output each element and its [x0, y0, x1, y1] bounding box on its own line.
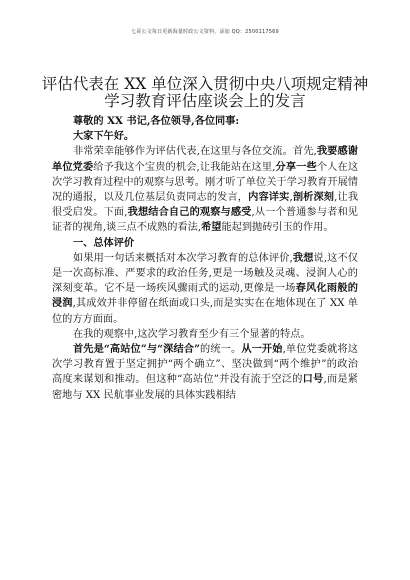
emphasis-run: 内容详实 [248, 191, 290, 204]
section-heading-1: 一、总体评价 [73, 236, 135, 249]
emphasis-run: 我要感谢单位党委 [52, 145, 358, 173]
document-body [52, 114, 358, 403]
emphasis-run: 剖析深刻 [292, 191, 335, 204]
emphasis-run: 我想结合自己的观察与感受 [127, 206, 252, 219]
paragraph-intro [52, 144, 358, 235]
text-run: ,单位党委就将这次学习教育置于坚定拥护“两个确立”、坚决做到“两个维护”的政治高度来谋划和推动。但这种“高站位”并没有流于空泛的 [52, 344, 358, 386]
text-run: , [289, 192, 293, 204]
text-run: 非常荣幸能够作为评估代表,在这里与各位交流。首先, [73, 146, 317, 158]
emphasis-run: 从一开始 [241, 343, 283, 356]
text-run: 的统一。 [199, 344, 242, 356]
paragraph-three-features: 在我的观察中,这次学习教育至少有三个显著的特点。 [73, 328, 311, 340]
paragraph-first-feature [52, 342, 358, 403]
text-run: 如果用一句话来概括对本次学习教育的总体评价, [73, 252, 293, 264]
emphasis-run: 希望 [201, 221, 222, 234]
salutation-line-2: 大家下午好。 [73, 130, 135, 143]
text-run: ,从一个普通参与者和见证者的视角,谈三点不成熟的看法, [52, 207, 358, 234]
emphasis-run: 分享一些 [275, 160, 317, 173]
emphasis-run: 春风化雨般的浸润 [52, 282, 358, 310]
header-note: 七哥公文每日更新海量时政公文资料，添加 QQ：2500117569 [131, 29, 279, 35]
text-run: ,其成效并非停留在纸面或口头,而是实实在在地体现在了 XX 单位的方方面面。 [52, 298, 358, 325]
text-run: 能起到抛砖引玉的作用。 [221, 222, 334, 234]
text-run: ,让我很受启发。下面, [52, 192, 359, 219]
emphasis-run: 口号 [302, 373, 324, 386]
salutation-line-1: 尊敬的 XX 书记,各位领导,各位同事: [73, 115, 240, 127]
emphasis-run: 我想 [292, 251, 314, 264]
text-run: 给予我这个宝贵的机会,让我能站在这里, [93, 161, 276, 173]
text-run: 个人在这次学习教育过程中的观察与思考。刚才听了单位关于学习教育开展情况的通报，以及几位基层负责同志的发言， [52, 161, 359, 204]
text-run: ,而是紧密地与 XX 民航事业发展的具体实践相结 [52, 374, 358, 401]
emphasis-run: 首先是“高站位”与“深结合” [73, 343, 200, 356]
paragraph-overall-evaluation [52, 251, 358, 327]
document-title: 评估代表在 XX 单位深入贯彻中央八项规定精神学习教育评估座谈会上的发言 [41, 75, 369, 110]
text-run: 说,这不仅是一次高标准、严要求的政治任务,更是一场触及灵魂、浸润人心的深刻变革。它不是一场疾风骤雨式的运动,更像是一场 [52, 252, 358, 295]
